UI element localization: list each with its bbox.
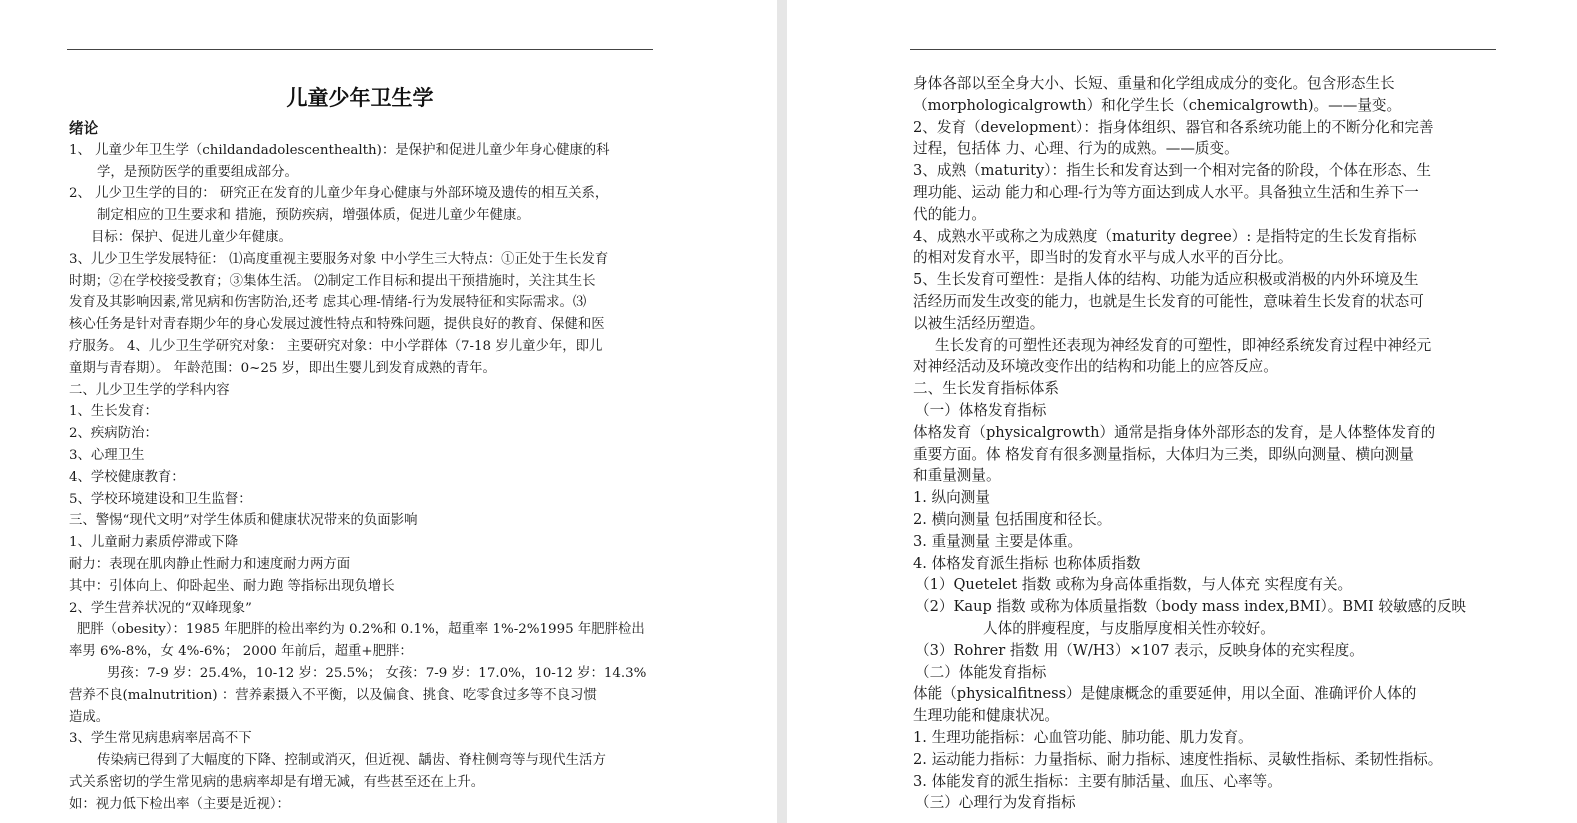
- text-line: 1. 纵向测量: [913, 489, 990, 507]
- text-line: 如：视力低下检出率（主要是近视）：: [69, 796, 290, 812]
- text-line: 2、学生营养状况的“双峰现象”: [69, 600, 252, 616]
- text-line: 1、儿童耐力素质停滞或下降: [69, 535, 239, 551]
- text-line: 5、学校环境建设和卫生监督：: [69, 491, 252, 507]
- text-line: 男孩：7-9 岁：25.4%，10-12 岁：25.5%； 女孩：7-9 岁：17.0%，10-12 岁：14.3%: [107, 665, 647, 681]
- text-line: 3、心理卫生: [69, 447, 145, 463]
- text-line: 1、生长发育：: [69, 404, 158, 420]
- text-line: 制定相应的卫生要求和 措施，预防疾病，增强体质，促进儿童少年健康。: [97, 208, 530, 224]
- document-page-right: [787, 0, 1577, 823]
- text-line: 1、 儿童少年卫生学（childandadolescenthealth)：是保护和促进儿童少年身心健康的科: [69, 142, 610, 158]
- text-line: 3. 体能发育的派生指标：主要有肺活量、血压、心率等。: [913, 772, 1282, 790]
- text-line: 3. 重量测量 主要是体重。: [913, 532, 1083, 550]
- left-page-text: [69, 118, 659, 816]
- text-line: 身体各部以至全身大小、长短、重量和化学组成成分的变化。包含形态生长: [913, 75, 1395, 92]
- text-line: （morphologicalgrowth）和化学生长（chemicalgrowth)。——量变。: [913, 96, 1402, 114]
- text-line: 过程，包括体 力、心理、行为的成熟。——质变。: [913, 140, 1239, 158]
- document-page-left: [0, 0, 777, 823]
- text-line: 目标：保护、促进儿童少年健康。: [91, 229, 292, 245]
- text-line: 二、生长发育指标体系: [913, 380, 1059, 398]
- text-line: 3、儿少卫生学发展特征： ⑴高度重视主要服务对象 中小学生三大特点：①正处于生长发育: [69, 251, 609, 267]
- text-line: 2、疾病防治：: [69, 426, 158, 442]
- text-line: （1）Quetelet 指数 或称为身高体重指数，与人体充 实程度有关。: [915, 576, 1353, 594]
- text-line: 生长发育的可塑性还表现为神经发育的可塑性，即神经系统发育过程中神经元: [935, 336, 1432, 354]
- text-line: （一）体格发育指标: [915, 401, 1047, 419]
- document-title: 儿童少年卫生学: [286, 86, 434, 110]
- header-rule: [910, 49, 1496, 50]
- text-line: 和重量测量。: [913, 467, 1001, 485]
- text-line: 童期与青春期）。 年龄范围：0~25 岁，即出生婴儿到发育成熟的青年。: [69, 360, 496, 376]
- text-line: （2）Kaup 指数 或称为体质量指数（body mass index,BMI）。BMI 较敏感的反映: [915, 598, 1467, 616]
- page-gap: [777, 0, 787, 823]
- text-line: 式关系密切的学生常见病的患病率却是有增无减，有些甚至还在上升。: [69, 774, 485, 790]
- text-line: 1. 生理功能指标：心血管功能、肺功能、肌力发育。: [913, 728, 1253, 746]
- text-line: （3）Rohrer 指数 用（W/H3）×107 表示，反映身体的充实程度。: [915, 641, 1364, 659]
- text-line: 体格发育（physicalgrowth）通常是指身体外部形态的发育，是人体整体发育的: [913, 423, 1436, 441]
- text-line: 三、警惕“现代文明”对学生体质和健康状况带来的负面影响: [69, 513, 418, 529]
- text-line: 体能（physicalfitness）是健康概念的重要延伸，用以全面、准确评价人体的: [913, 685, 1417, 703]
- text-line: 对神经活动及环境改变作出的结构和功能上的应答反应。: [913, 358, 1278, 376]
- text-line: 传染病已得到了大幅度的下降、控制或消灭，但近视、龋齿、脊柱侧弯等与现代生活方: [97, 753, 606, 769]
- text-line: 的相对发育水平，即当时的发育水平与成人水平的百分比。: [913, 249, 1293, 267]
- text-line: （二）体能发育指标: [915, 663, 1047, 681]
- text-line: 2、发育（development）：指身体组织、器官和各系统功能上的不断分化和完善: [913, 118, 1434, 136]
- text-line: 活经历而发生改变的能力，也就是生长发育的可能性，意味着生长发育的状态可: [913, 292, 1424, 310]
- text-line: 代的能力。: [913, 205, 986, 223]
- text-line: 疗服务。 4、儿少卫生学研究对象： 主要研究对象：中小学群体（7-18 岁儿童少年，即儿: [69, 338, 603, 354]
- text-line: 人体的胖瘦程度，与皮脂厚度相关性亦较好。: [983, 619, 1275, 637]
- text-line: 2. 横向测量 包括围度和径长。: [913, 510, 1112, 528]
- text-line: 4. 体格发育派生指标 也称体质指数: [913, 554, 1141, 572]
- text-line: 4、成熟水平或称之为成熟度（maturity degree）: 是指特定的生长发育指标: [913, 227, 1417, 245]
- text-line: 率男 6%-8%，女 4%-6%； 2000 年前后，超重+肥胖：: [69, 644, 413, 660]
- text-line: 2、 儿少卫生学的目的： 研究正在发育的儿童少年身心健康与外部环境及遗传的相互关系，: [69, 186, 609, 202]
- text-line: 理功能、运动 能力和心理-行为等方面达到成人水平。具备独立生活和生养下一: [913, 183, 1419, 201]
- text-line: 5、生长发育可塑性：是指人体的结构、功能为适应积极或消极的内外环境及生: [913, 271, 1419, 289]
- text-line: 其中：引体向上、仰卧起坐、耐力跑 等指标出现负增长: [69, 578, 395, 594]
- text-line: （三）心理行为发育指标: [915, 794, 1076, 812]
- text-line: 学，是预防医学的重要组成部分。: [97, 164, 298, 180]
- text-line: 4、学校健康教育：: [69, 469, 185, 485]
- text-line: 发育及其影响因素,常见病和伤害防治,还考 虑其心理-情绪-行为发展特征和实际需求。⑶: [69, 295, 587, 311]
- section-heading: 绪论: [69, 120, 99, 137]
- text-line: 核心任务是针对青春期少年的身心发展过渡性特点和特殊问题，提供良好的教育、保健和医: [69, 317, 605, 333]
- header-rule: [67, 49, 653, 50]
- text-line: 造成。: [69, 709, 110, 725]
- text-line: 3、成熟（maturity）：指生长和发育达到一个相对完备的阶段，个体在形态、生: [913, 162, 1431, 180]
- text-line: 3、学生常见病患病率居高不下: [69, 731, 252, 747]
- text-line: 时期；②在学校接受教育；③集体生活。 ⑵制定工作目标和提出干预措施时，关注其生长: [69, 273, 596, 289]
- text-line: 耐力：表现在肌肉静止性耐力和速度耐力两方面: [69, 556, 351, 572]
- text-line: 重要方面。体 格发育有很多测量指标，大体归为三类，即纵向测量、横向测量: [913, 445, 1414, 463]
- text-line: 营养不良(malnutrition) ：营养素摄入不平衡，以及偏食、挑食、吃零食过多等不良习惯: [69, 687, 597, 703]
- right-page-text: [913, 73, 1503, 814]
- text-line: 2. 运动能力指标：力量指标、耐力指标、速度性指标、灵敏性指标、柔韧性指标。: [913, 750, 1443, 768]
- text-line: 二、儿少卫生学的学科内容: [69, 382, 230, 398]
- text-line: 肥胖（obesity）：1985 年肥胖的检出率约为 0.2%和 0.1%，超重率 1%-2%1995 年肥胖检出: [77, 622, 645, 638]
- text-line: 以被生活经历塑造。: [913, 314, 1045, 332]
- text-line: 生理功能和健康状况。: [913, 707, 1059, 725]
